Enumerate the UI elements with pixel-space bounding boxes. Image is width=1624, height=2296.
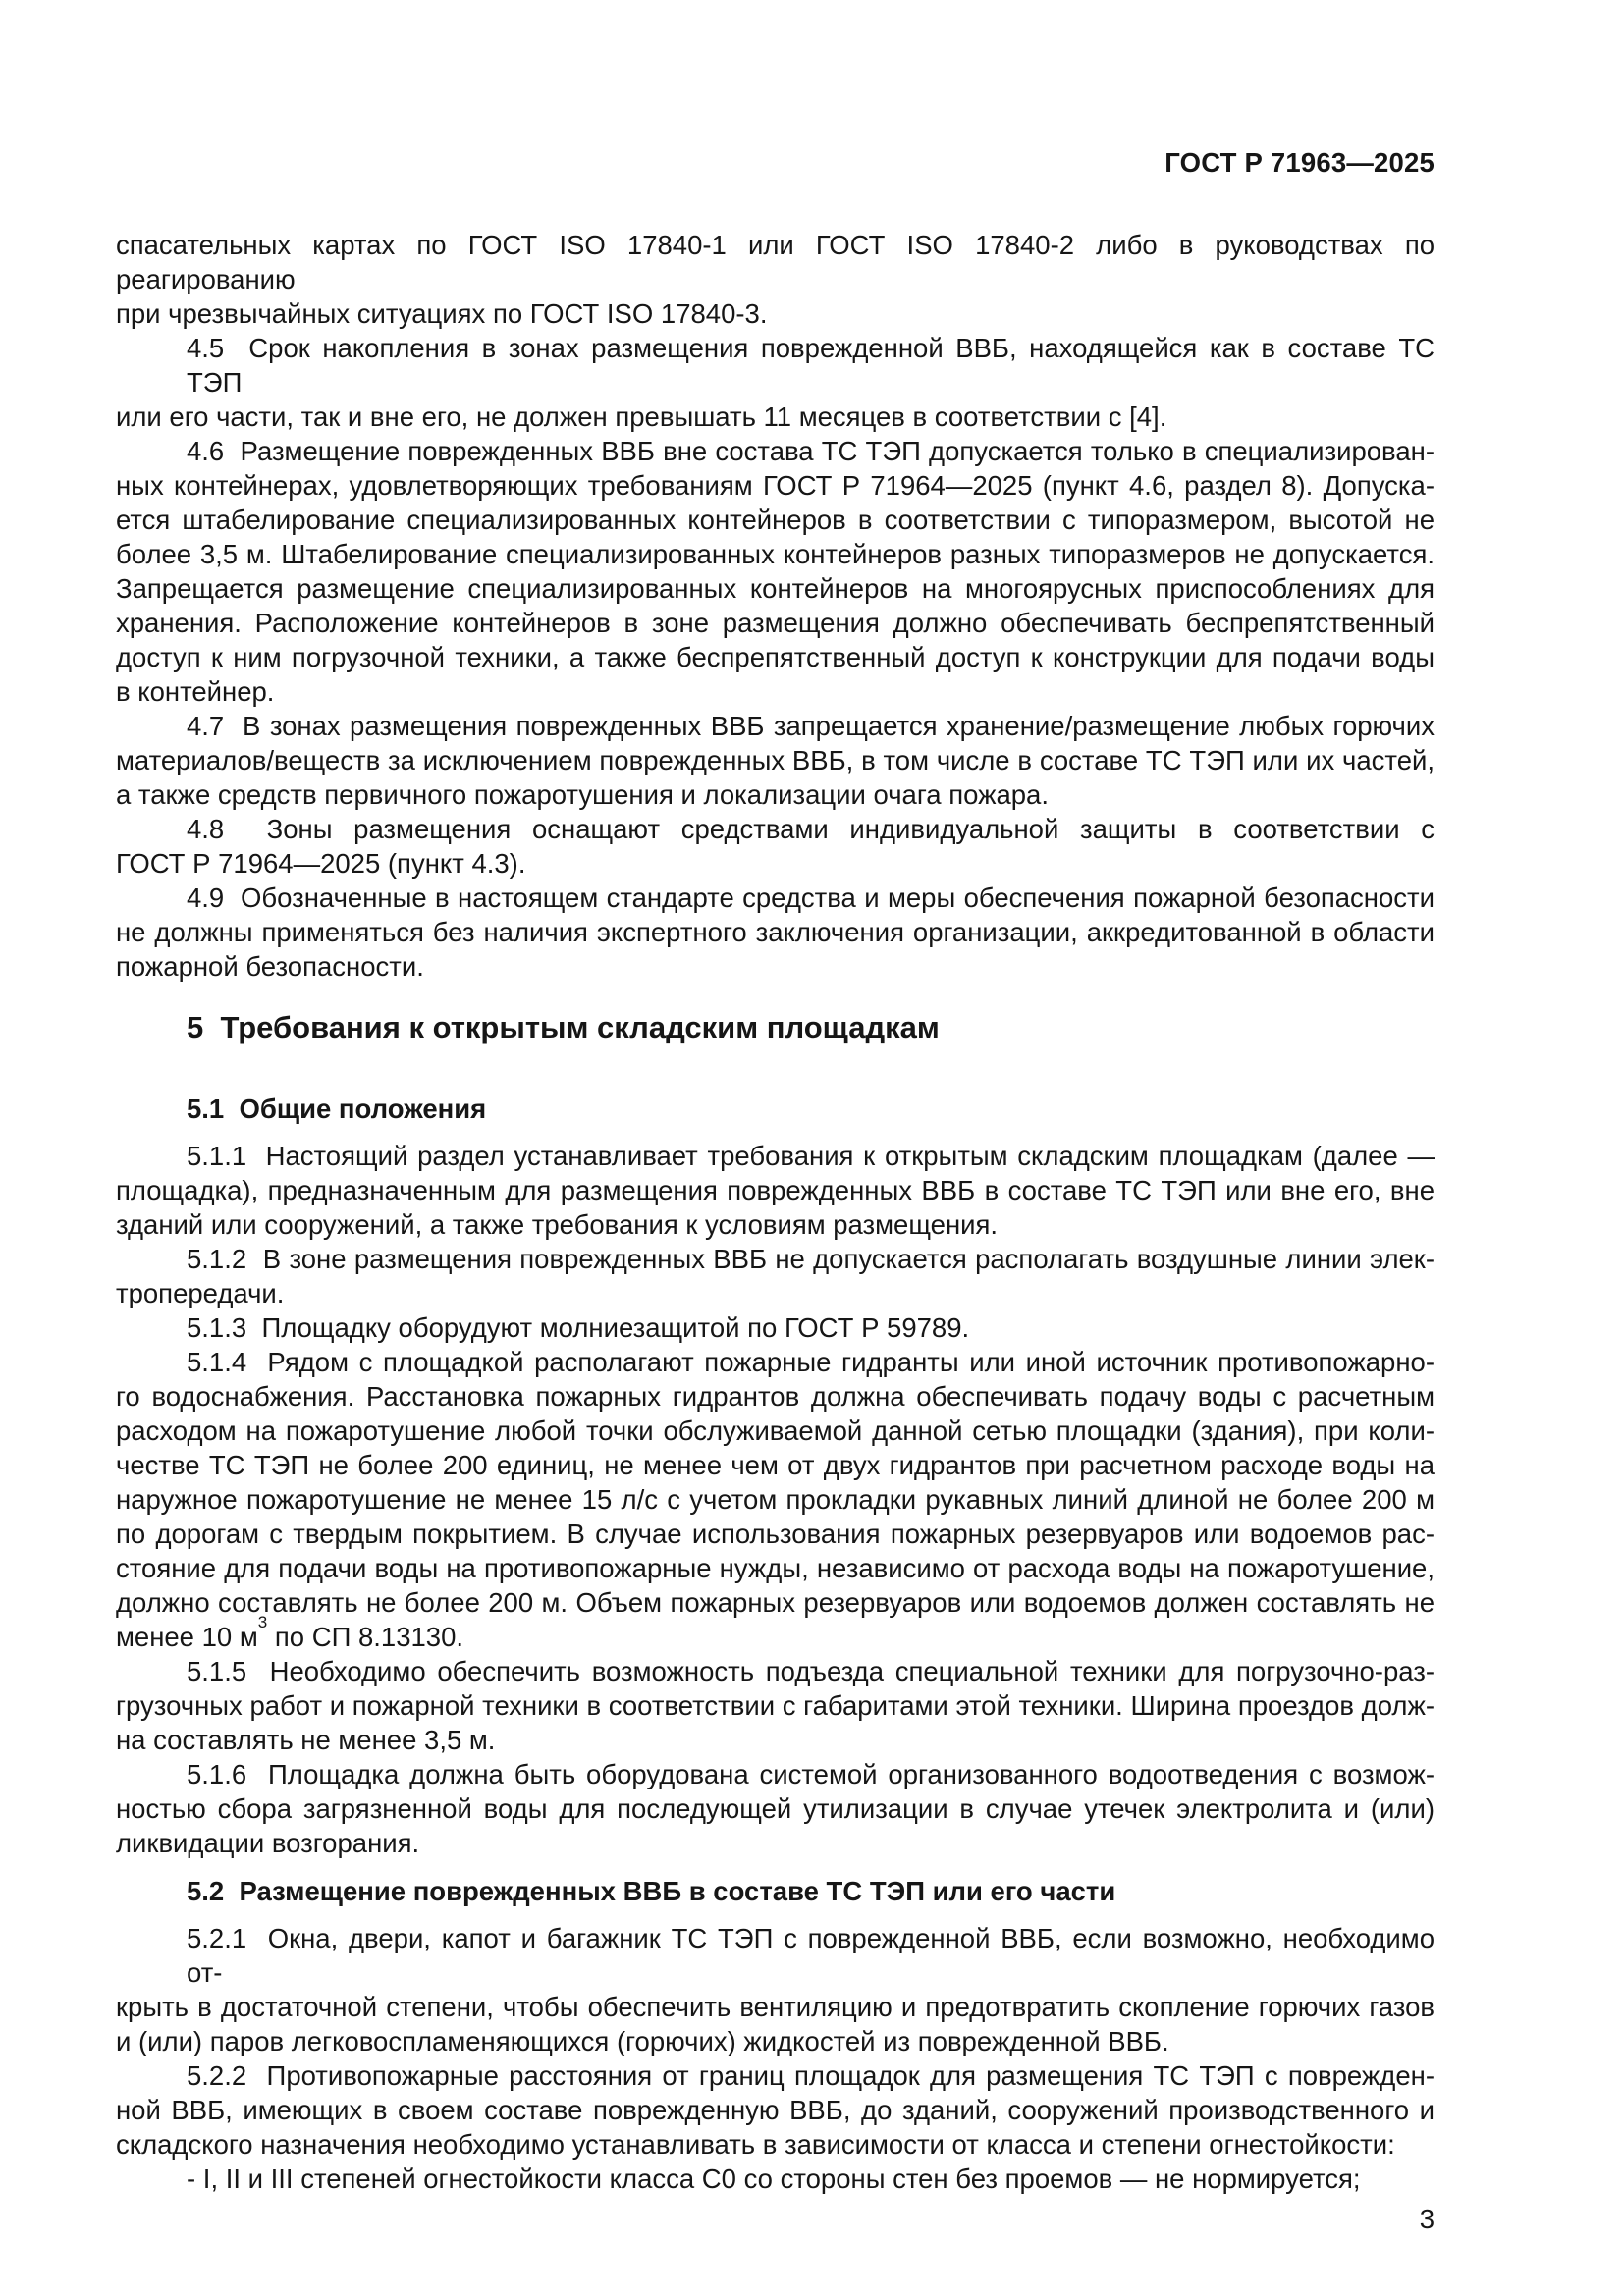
text-line: 5.1.4 Рядом с площадкой располагают пожарные гидранты или иной источник противопожарно- xyxy=(187,1347,1435,1377)
text-line: и (или) паров легковоспламеняющихся (горючих) жидкостей из поврежденной ВВБ. xyxy=(116,2026,1169,2056)
text-line: 5.2.1 Окна, двери, капот и багажник ТС ТЭП с поврежденной ВВБ, если возможно, необходимо от- xyxy=(187,1923,1435,1988)
clause-4-6 xyxy=(116,434,1435,709)
clause-5-1-4 xyxy=(116,1345,1435,1654)
page-number: 3 xyxy=(1419,2204,1435,2234)
text-line: 4.7 В зонах размещения поврежденных ВВБ запрещается хранение/размещение любых горючих xyxy=(187,711,1435,741)
clause-5-2-1 xyxy=(116,1921,1435,2058)
text-line: а также средств первичного пожаротушения и локализации очага пожара. xyxy=(116,779,1049,810)
clause-5-1-6 xyxy=(116,1757,1435,1860)
text-line: ных контейнерах, удовлетворяющих требованиям ГОСТ Р 71964—2025 (пункт 4.6, раздел 8). Допуска- xyxy=(116,470,1435,501)
clause-5-2-2 xyxy=(116,2058,1435,2162)
text-line: 4.8 Зоны размещения оснащают средствами индивидуальной защиты в соответствии с xyxy=(187,814,1435,844)
paragraph-continuation xyxy=(116,228,1435,331)
text-line: го водоснабжения. Расстановка пожарных гидрантов должна обеспечивать подачу воды с расчетным xyxy=(116,1381,1435,1412)
clause-5-1-2 xyxy=(116,1242,1435,1310)
text-line: не должны применяться без наличия экспертного заключения организации, аккредитованной в области xyxy=(116,917,1435,947)
clause-5-1-5 xyxy=(116,1654,1435,1757)
sp-reference-text: по СП 8.13130. xyxy=(267,1622,464,1652)
text-line: хранения. Расположение контейнеров в зоне размещения должно обеспечивать беспрепятственный xyxy=(116,608,1435,638)
text-line: ГОСТ Р 71964—2025 (пункт 4.3). xyxy=(116,848,526,879)
fire-resistance-list xyxy=(116,2162,1435,2196)
text-line: 4.5 Срок накопления в зонах размещения поврежденной ВВБ, находящейся как в составе ТС ТЭП xyxy=(187,333,1435,398)
text-line: 5.1.3 Площадку оборудуют молниезащитой по ГОСТ Р 59789. xyxy=(187,1312,970,1343)
text-line: зданий или сооружений, а также требования к условиям размещения. xyxy=(116,1209,999,1240)
subsection-heading-5-1: 5.1 Общие положения xyxy=(187,1094,487,1124)
text-line: тропередачи. xyxy=(116,1278,285,1308)
text-line: ется штабелирование специализированных контейнеров в соответствии с типоразмером, высотой не xyxy=(116,505,1435,535)
text-line: материалов/веществ за исключением поврежденных ВВБ, в том числе в составе ТС ТЭП или их частей, xyxy=(116,745,1435,775)
text-line: в контейнер. xyxy=(116,676,275,707)
text-line: 5.1.6 Площадка должна быть оборудована системой организованного водоотведения с возмож- xyxy=(187,1759,1435,1789)
section-heading-5: 5 Требования к открытым складским площадкам xyxy=(187,1010,940,1044)
text-line: наружное пожаротушение не менее 15 л/с с учетом прокладки рукавных линий длиной не более 200 м xyxy=(116,1484,1435,1515)
text-line: по дорогам с твердым покрытием. В случае использования пожарных резервуаров или водоемов рас- xyxy=(116,1519,1435,1549)
subsection-heading-5-2: 5.2 Размещение поврежденных ВВБ в составе ТС ТЭП или его части xyxy=(187,1876,1116,1906)
text-line: на составлять не менее 3,5 м. xyxy=(116,1725,496,1755)
text-line: крыть в достаточной степени, чтобы обеспечить вентиляцию и предотвратить скопление горючих газов xyxy=(116,1992,1435,2022)
text-line: или его части, так и вне его, не должен превышать 11 месяцев в соответствии с [4]. xyxy=(116,401,1167,432)
text-line: 5.1.5 Необходимо обеспечить возможность подъезда специальной техники для погрузочно-раз- xyxy=(187,1656,1435,1686)
text-line: при чрезвычайных ситуациях по ГОСТ ISO 17840-3. xyxy=(116,298,768,329)
text-line: Запрещается размещение специализированных контейнеров на многоярусных приспособлениях для xyxy=(116,573,1435,604)
text-line: стояние для подачи воды на противопожарные нужды, независимо от расхода воды на пожаротушение, xyxy=(116,1553,1435,1583)
text-line xyxy=(116,1613,1435,1654)
clause-4-7 xyxy=(116,709,1435,812)
text-line: спасательных картах по ГОСТ ISO 17840-1 или ГОСТ ISO 17840-2 либо в руководствах по реагированию xyxy=(116,230,1435,294)
text-line: ликвидации возгорания. xyxy=(116,1828,420,1858)
text-line: грузочных работ и пожарной техники в соответствии с габаритами этой техники. Ширина проездов долж- xyxy=(116,1690,1435,1721)
text-line: ной ВВБ, имеющих в своем составе поврежденную ВВБ, до зданий, сооружений производственного и xyxy=(116,2095,1435,2125)
clause-4-8 xyxy=(116,812,1435,881)
text-line: 5.2.2 Противопожарные расстояния от границ площадок для размещения ТС ТЭП с поврежден- xyxy=(187,2060,1435,2091)
list-item: - I, II и III степеней огнестойкости класса С0 со стороны стен без проемов — не нормируется; xyxy=(187,2163,1361,2194)
document-code-header: ГОСТ Р 71963—2025 xyxy=(1164,147,1435,178)
text-line: честве ТС ТЭП не более 200 единиц, не менее чем от двух гидрантов при расчетном расходе воды на xyxy=(116,1450,1435,1480)
text-line: должно составлять не более 200 м. Объем пожарных резервуаров или водоемов должен составлять не xyxy=(116,1587,1435,1618)
text-line: расходом на пожаротушение любой точки обслуживаемой данной сетью площадки (здания), при коли- xyxy=(116,1415,1435,1446)
clause-4-5 xyxy=(116,331,1435,434)
clause-4-9 xyxy=(116,881,1435,984)
text-line: 5.1.2 В зоне размещения поврежденных ВВБ не допускается располагать воздушные линии элек- xyxy=(187,1244,1435,1274)
text-line: более 3,5 м. Штабелирование специализированных контейнеров разных типоразмеров не допускается. xyxy=(116,539,1435,569)
clause-5-1-1 xyxy=(116,1139,1435,1242)
text-line: площадка), предназначенным для размещения поврежденных ВВБ в составе ТС ТЭП или вне его, вне xyxy=(116,1175,1435,1205)
text-line: ностью сбора загрязненной воды для последующей утилизации в случае утечек электролита и (или) xyxy=(116,1793,1435,1824)
text-line: пожарной безопасности. xyxy=(116,951,424,982)
text-line: доступ к ним погрузочной техники, а также беспрепятственный доступ к конструкции для подачи воды xyxy=(116,642,1435,672)
clause-5-1-3 xyxy=(116,1310,1435,1345)
volume-text: менее 10 м xyxy=(116,1622,258,1652)
text-line: складского назначения необходимо устанавливать в зависимости от класса и степени огнестойкости: xyxy=(116,2129,1395,2160)
text-line: 4.9 Обозначенные в настоящем стандарте средства и меры обеспечения пожарной безопасности xyxy=(187,882,1435,913)
text-line: 5.1.1 Настоящий раздел устанавливает требования к открытым складским площадкам (далее — xyxy=(187,1141,1435,1171)
superscript-cubed: 3 xyxy=(257,1613,268,1632)
text-line: 4.6 Размещение поврежденных ВВБ вне состава ТС ТЭП допускается только в специализирован- xyxy=(187,436,1435,466)
